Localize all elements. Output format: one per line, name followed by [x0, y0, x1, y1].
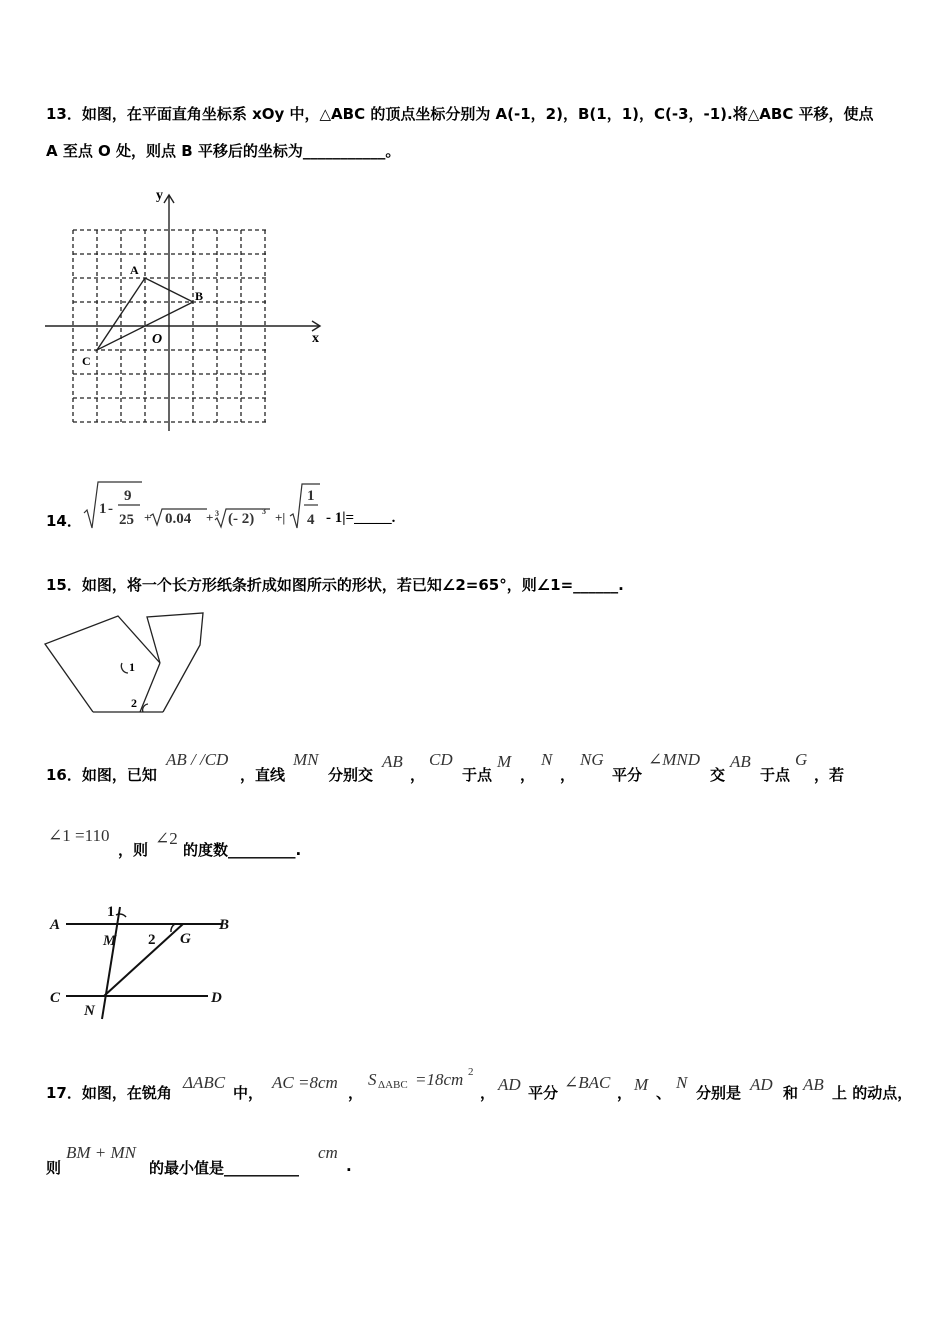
q16-text-11: ，若	[814, 766, 845, 784]
q14-plus-2: +	[206, 510, 214, 525]
q14-minus: -	[108, 501, 113, 517]
q17-math-area-superscript: 2	[468, 1066, 474, 1078]
q16-text-6: ，	[520, 766, 536, 784]
q17-math-area-s: S	[368, 1070, 377, 1089]
q16-label-n: N	[84, 1003, 95, 1019]
q14-cube-exponent: 3	[262, 507, 266, 516]
q13-line2: A 至点 O 处，则点 B 平移后的坐标为___________。	[46, 142, 401, 160]
q16-line2-text-1: ，则	[118, 841, 149, 859]
q16-label-a: A	[50, 917, 61, 933]
q16-text-2: ，直线	[240, 766, 286, 784]
q17-text-3: ，	[348, 1084, 364, 1102]
q13-a-label: A	[130, 263, 139, 277]
q17-math-triangle-abc: ΔABC	[183, 1073, 226, 1092]
q17-text-2: 中，	[233, 1084, 264, 1102]
q17-math-angle-bac: ∠BAC	[564, 1073, 611, 1092]
q13-o-label: O	[152, 332, 163, 347]
q16-math-mn: MN	[293, 750, 319, 769]
q15-folded-strip-figure	[40, 605, 215, 720]
q14-cube-root-index: 3	[215, 509, 219, 518]
q16-label-angle-2: 2	[148, 932, 156, 948]
q16-math-n: N	[541, 750, 553, 769]
q13-b-label: B	[195, 289, 204, 303]
q16-parallel-lines-figure	[40, 895, 240, 1025]
q17-text-4: ，	[480, 1084, 496, 1102]
q15-angle-2-label: 2	[131, 696, 137, 710]
q17-line2-text-1: 则	[46, 1159, 62, 1177]
q14-number: 14．	[46, 512, 82, 530]
q17-line2-text-3: .	[346, 1157, 352, 1175]
q17-text-9: 和	[783, 1084, 799, 1102]
q16-math-ab-1: AB	[382, 752, 403, 771]
q17-line2-text-2: 的最小值是__________	[149, 1159, 300, 1177]
q16-text-8: 平分	[612, 766, 643, 784]
q17-text-10: 上 的动点，	[832, 1084, 913, 1102]
q14-plus-1: +	[144, 510, 152, 525]
q17-text-5: 平分	[528, 1084, 559, 1102]
q16-text-3: 分别交	[328, 766, 374, 784]
q17-math-cm: cm	[318, 1143, 338, 1162]
q14-tail: - 1|=_____.	[326, 510, 396, 526]
q16-math-cd: CD	[429, 750, 453, 769]
q14-formula	[82, 478, 422, 538]
q16-math-angle-2: ∠2	[155, 829, 178, 848]
q14-one: 1	[99, 501, 107, 517]
q17-math-bm-plus-mn: BM + MN	[66, 1143, 137, 1162]
q17-text-6: ，	[617, 1084, 633, 1102]
q16-line2-text-2: 的度数_________.	[183, 841, 302, 859]
q16-label-b: B	[219, 917, 230, 933]
q16-math-ng: NG	[580, 750, 604, 769]
q14-numerator-1: 1	[307, 488, 315, 504]
q13-x-label: x	[312, 331, 319, 346]
q16-label-m: M	[103, 933, 117, 949]
q14-denominator-4: 4	[307, 512, 315, 528]
q16-label-d: D	[211, 990, 222, 1006]
q17-math-ad-1: AD	[498, 1075, 521, 1094]
q14-numerator-9: 9	[124, 488, 132, 504]
q16-text-10: 于点	[760, 766, 791, 784]
q17-math-ac: AC =8cm	[272, 1073, 338, 1092]
q15-angle-1-label: 1	[129, 660, 135, 674]
q17-math-n: N	[676, 1073, 688, 1092]
q17-math-ad-2: AD	[750, 1075, 773, 1094]
q13-y-label: y	[156, 188, 163, 203]
q14-denominator-25: 25	[119, 512, 134, 528]
q16-label-g: G	[180, 931, 191, 947]
q17-text-1: 17．如图，在锐角	[46, 1084, 172, 1102]
q17-math-area-value: =18cm	[415, 1070, 464, 1089]
q16-text-4: ，	[410, 766, 426, 784]
q16-text-5: 于点	[462, 766, 493, 784]
q17-text-7: 、	[656, 1084, 672, 1102]
q16-label-angle-1: 1	[107, 904, 115, 920]
q14-value-0-04: 0.04	[165, 511, 192, 527]
q14-plus-3: +|	[275, 510, 286, 525]
q17-text-8: 分别是	[696, 1084, 742, 1102]
q14-cube-value: (- 2)	[228, 511, 255, 527]
q16-text-9: 交	[710, 766, 726, 784]
q16-math-ab-parallel-cd: AB / /CD	[166, 750, 229, 769]
q15-text: 15．如图，将一个长方形纸条折成如图所示的形状，若已知∠2=65°，则∠1=______.	[46, 576, 624, 594]
q16-math-angle-1-110: ∠1 =110	[48, 826, 110, 845]
q13-c-label: C	[82, 354, 91, 368]
q16-math-g: G	[795, 750, 808, 769]
q13-coordinate-figure	[40, 185, 330, 435]
q17-math-area-subscript: ΔABC	[378, 1079, 408, 1091]
q16-math-ab-2: AB	[730, 752, 751, 771]
q16-label-c: C	[50, 990, 61, 1006]
q16-text-1: 16．如图，已知	[46, 766, 157, 784]
q16-text-7: ，	[560, 766, 576, 784]
q17-math-m: M	[634, 1075, 649, 1094]
q16-math-m: M	[497, 752, 512, 771]
q17-math-ab: AB	[803, 1075, 824, 1094]
q13-line1: 13．如图，在平面直角坐标系 xOy 中，△ABC 的顶点坐标分别为 A(-1，2)，B(1，1)，C(-3，-1).将△ABC 平移，使点	[46, 105, 874, 123]
q16-math-angle-mnd: ∠MND	[648, 750, 701, 769]
